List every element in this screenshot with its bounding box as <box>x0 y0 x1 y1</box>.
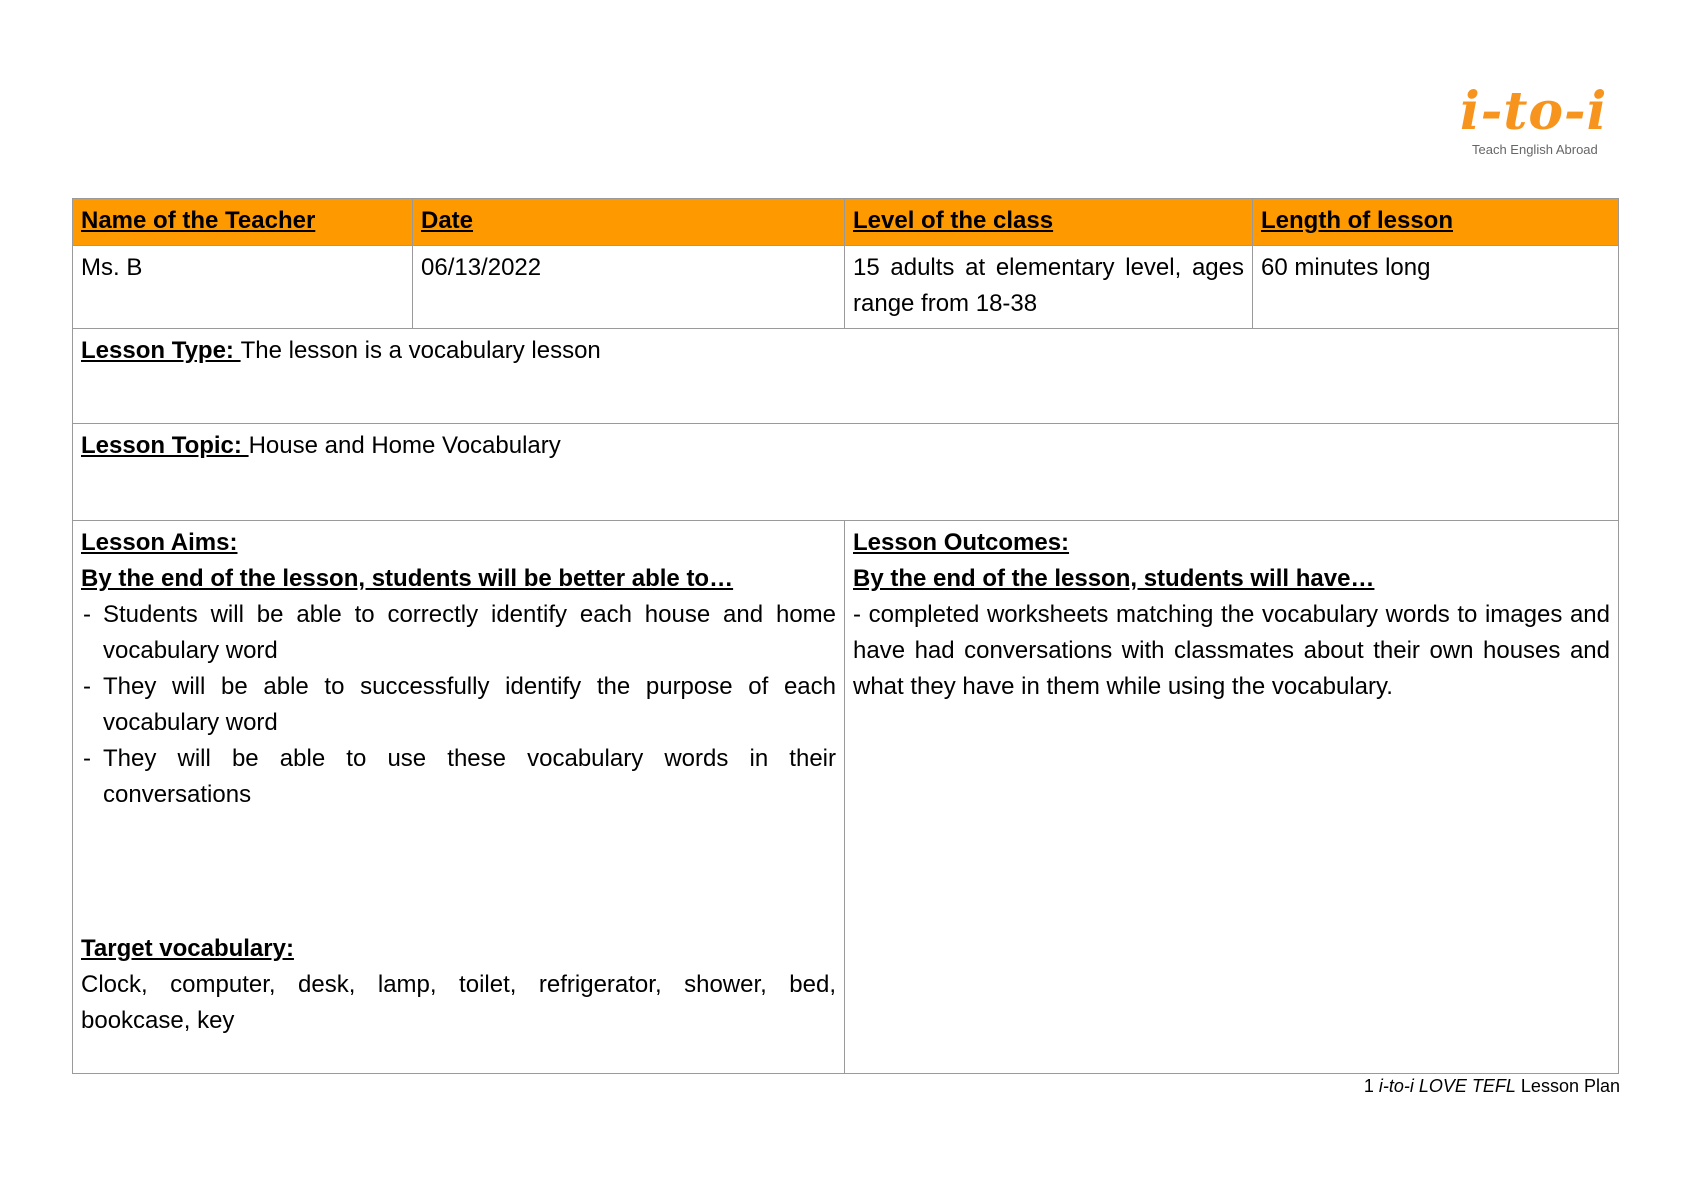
class-level: 15 adults at elementary level, ages range from 18-38 <box>845 246 1253 329</box>
aim-item: - They will be able to successfully identify the purpose of each vocabulary word <box>81 669 836 741</box>
page-number: 1 <box>1363 1076 1374 1096</box>
logo-mark: i-to-i <box>1460 81 1608 142</box>
aim-item: - Students will be able to correctly identify each house and home vocabulary word <box>81 597 836 669</box>
lesson-topic-row <box>73 424 1619 521</box>
lesson-type-value: The lesson is a vocabulary lesson <box>240 337 601 364</box>
aims-subtitle: By the end of the lesson, students will be better able to… <box>81 565 734 592</box>
outcomes-subtitle: By the end of the lesson, students will have… <box>853 565 1375 592</box>
outcomes-text: - completed worksheets matching the vocabulary words to images and have had conversations with classmates about their own houses and what they have in them while using the vocabulary. <box>853 601 1610 700</box>
info-row <box>73 246 1619 329</box>
aims-list <box>81 597 836 813</box>
teacher-name: Ms. B <box>73 246 413 329</box>
lesson-aims-cell <box>73 521 845 1074</box>
lesson-topic-label: Lesson Topic: <box>81 432 249 459</box>
logo-tagline: Teach English Abroad <box>1472 142 1598 157</box>
lesson-type-label: Lesson Type: <box>81 337 241 364</box>
target-vocabulary-title: Target vocabulary: <box>81 935 294 962</box>
lesson-date: 06/13/2022 <box>413 246 845 329</box>
header-date: Date <box>413 199 845 246</box>
aims-outcomes-row <box>73 521 1619 1074</box>
footer-suffix: Lesson Plan <box>1520 1076 1620 1096</box>
header-length: Length of lesson <box>1253 199 1619 246</box>
lesson-type-row <box>73 329 1619 424</box>
lesson-length: 60 minutes long <box>1253 246 1619 329</box>
lesson-plan-table <box>72 198 1619 1074</box>
footer-brand: i-to-i LOVE TEFL <box>1378 1076 1516 1096</box>
lesson-outcomes-cell <box>845 521 1619 1074</box>
lesson-topic-cell <box>73 424 1619 521</box>
aim-item: - They will be able to use these vocabulary words in their conversations <box>81 741 836 813</box>
lesson-type-cell <box>73 329 1619 424</box>
brand-logo <box>1448 82 1628 162</box>
header-teacher: Name of the Teacher <box>73 199 413 246</box>
header-row <box>73 199 1619 246</box>
page-footer <box>1364 1076 1620 1097</box>
header-level: Level of the class <box>845 199 1253 246</box>
outcomes-title: Lesson Outcomes: <box>853 529 1070 556</box>
target-vocabulary-text: Clock, computer, desk, lamp, toilet, refrigerator, shower, bed, bookcase, key <box>81 971 836 1034</box>
lesson-topic-value: House and Home Vocabulary <box>248 432 561 459</box>
aims-title: Lesson Aims: <box>81 529 238 556</box>
